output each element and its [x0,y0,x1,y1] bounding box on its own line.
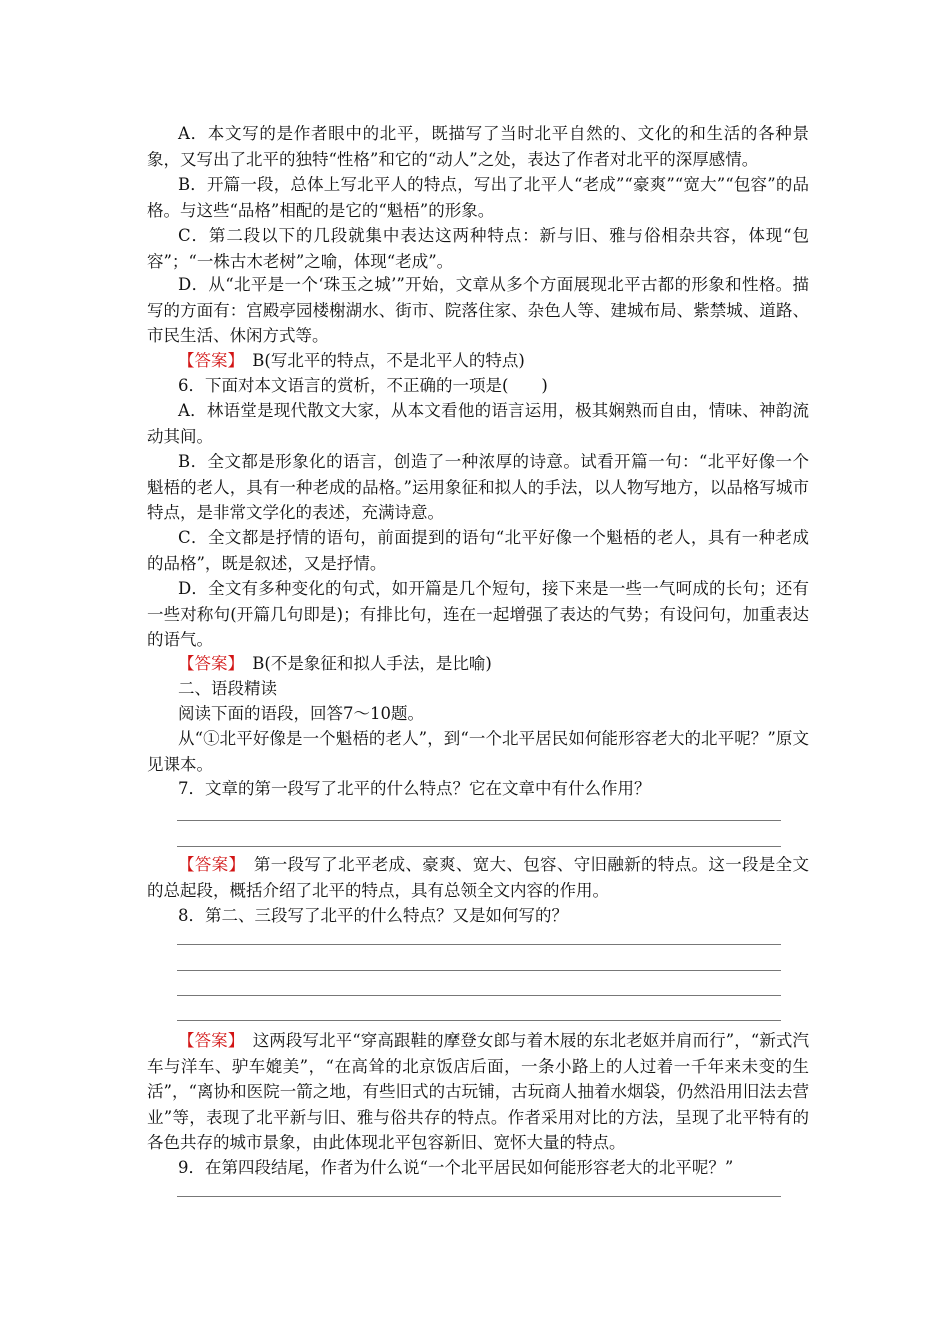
q5-answer-line [147,348,809,374]
q6-question: 6．下面对本文语言的赏析，不正确的一项是( ) [178,376,548,395]
reading-intro: 阅读下面的语段，回答7～10题。 [178,704,424,723]
q5-option-b: B．开篇一段，总体上写北平人的特点，写出了北平人“老成”“豪爽”“宽大”“包容”的品格。与这些“品格”相配的是它的“魁梧”的形象。 [147,175,809,220]
q9-question: 9．在第四段结尾，作者为什么说“一个北平居民如何能形容老大的北平呢？” [178,1158,734,1177]
q8-answer-line [147,1028,809,1156]
reading-source: 从“①北平好像是一个魁梧的老人”，到“一个北平居民如何能形容老大的北平呢？”原文见课本。 [147,729,809,774]
q8-question: 8．第二、三段写了北平的什么特点？又是如何写的？ [178,906,568,925]
answer-blank-line [177,846,781,847]
q6-option-d: D．全文有多种变化的句式，如开篇是几个短句，接下来是一些一气呵成的长句；还有一些对称句(开篇几句即是)；有排比句，连在一起增强了表达的气势；有设问句，加重表达的语气。 [147,579,809,650]
q7-answer: 第一段写了北平老成、豪爽、宽大、包容、守旧融新的特点。这一段是全文的总起段，概括介绍了北平的特点，具有总领全文内容的作用。 [147,855,810,900]
answer-blank-line [177,820,781,821]
answer-label: 【答案】 [178,351,236,370]
q6-option-c: C．全文都是抒情的语句，前面提到的语句“北平好像一个魁梧的老人，具有一种老成的品格”，既是叙述，又是抒情。 [147,528,809,573]
answer-blank-line [177,995,781,996]
answer-blank-line [177,1020,781,1021]
q6-answer: B(不是象征和拟人手法，是比喻) [252,654,492,673]
answer-label: 【答案】 [178,1031,237,1050]
answer-blank-line [177,970,781,971]
answer-label: 【答案】 [178,855,238,874]
q5-option-d: D．从“北平是一个‘珠玉之城’”开始，文章从多个方面展现北平古都的形象和性格。描写的方面有：宫殿亭园楼榭湖水、街市、院落住家、杂色人等、建城布局、紫禁城、道路、市民生活、休闲方式等。 [147,275,809,346]
q7-question: 7．文章的第一段写了北平的什么特点？它在文章中有什么作用？ [178,779,651,798]
q6-option-b: B．全文都是形象化的语言，创造了一种浓厚的诗意。试看开篇一句：“北平好像一个魁梧的老人，具有一种老成的品格。”运用象征和拟人的手法，以人物写地方，以品格写城市特点，是非常文学化的表述，充满诗意。 [147,452,809,523]
q6-option-a: A．林语堂是现代散文大家，从本文看他的语言运用，极其娴熟而自由，情味、神韵流动其间。 [147,401,809,446]
q5-option-c: C．第二段以下的几段就集中表达这两种特点：新与旧、雅与俗相杂共容，体现“包容”；“一株古木老树”之喻，体现“老成”。 [147,226,809,271]
q8-answer: 这两段写北平“穿高跟鞋的摩登女郎与着木屐的东北老妪并肩而行”，“新式汽车与洋车、驴车媲美”，“在高耸的北京饭店后面，一条小路上的人过着一千年来未变的生活”，“离协和医院一箭之地，有些旧式的古玩铺，古玩商人抽着水烟袋，仍然沿用旧法去营业”等，表现了北平新与旧、雅与俗共存的特点。作者采用对比的方法，呈现了北平特有的各色共存的城市景象，由此体现北平包容新旧、宽怀大量的特点。 [147,1031,810,1153]
answer-label: 【答案】 [178,654,236,673]
section-heading: 二、语段精读 [178,679,277,698]
answer-blank-line [177,944,781,945]
q7-answer-line [147,852,809,903]
q6-answer-line [147,651,809,677]
answer-blank-line [177,1196,781,1197]
q5-option-a: A．本文写的是作者眼中的北平，既描写了当时北平自然的、文化的和生活的各种景象，又写出了北平的独特“性格”和它的“动人”之处，表达了作者对北平的深厚感情。 [147,124,809,169]
q5-answer: B(写北平的特点，不是北平人的特点) [252,351,525,370]
